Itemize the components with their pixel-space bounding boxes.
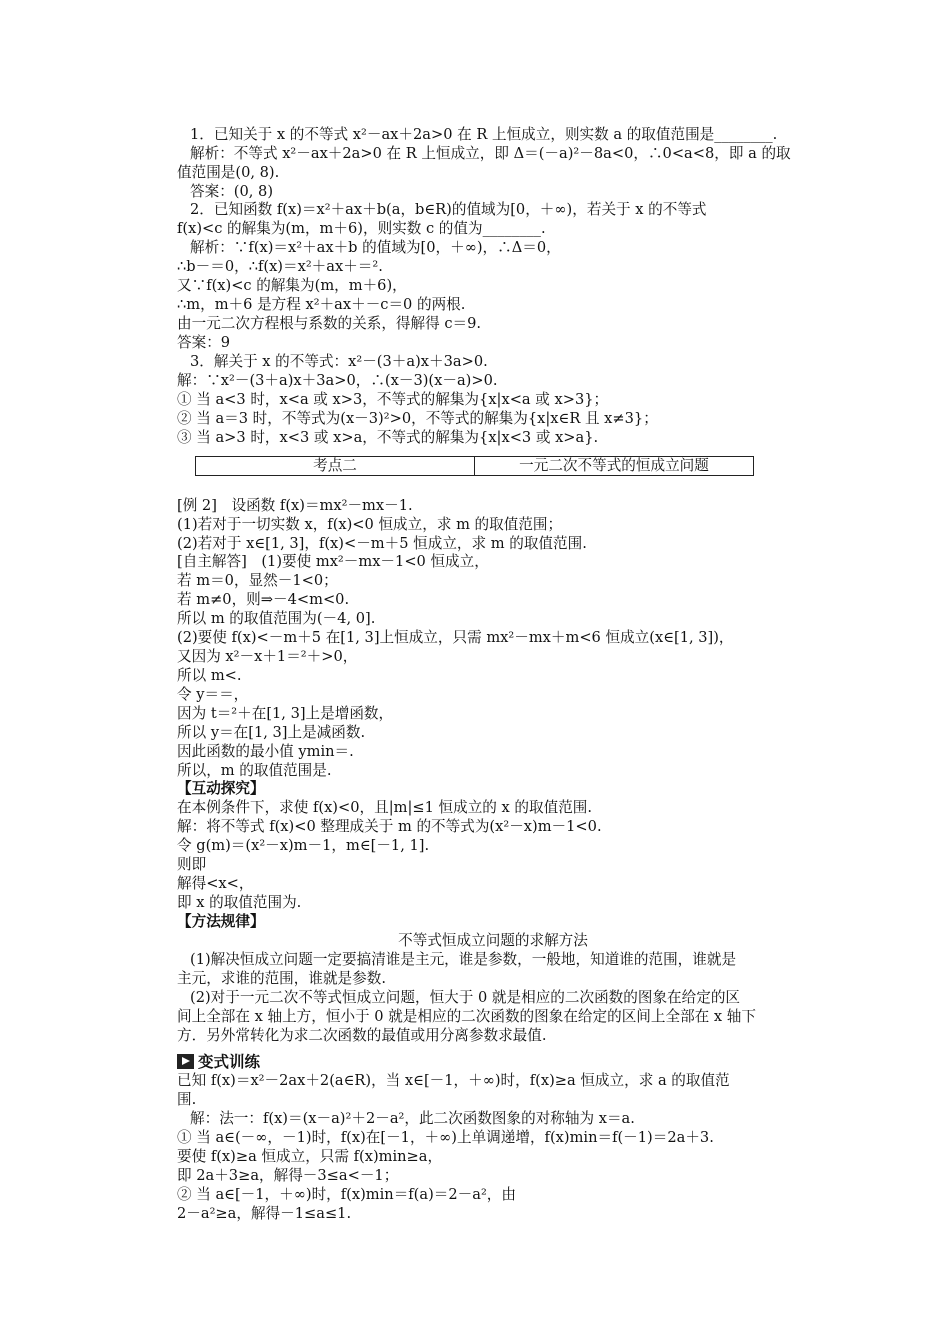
text-line: 又∵f(x)<c 的解集为(m，m＋6)， xyxy=(177,277,407,294)
text-line: ③ 当 a>3 时，x<3 或 x>a，不等式的解集为{x|x<3 或 x>a}. xyxy=(177,429,599,446)
text-line: 2－a²≥a，解得－1≤a≤1. xyxy=(177,1205,352,1222)
text-line: f(x)<c 的解集为(m，m＋6)，则实数 c 的值为________. xyxy=(177,220,546,237)
text-line: ② 当 a∈[－1，＋∞)时，f(x)min＝f(a)＝2－a²，由 xyxy=(177,1186,516,1203)
text-line: 3．解关于 x 的不等式：x²－(3＋a)x＋3a>0. xyxy=(190,353,488,370)
topic-number-cell: 考点二 xyxy=(313,457,357,474)
text-line: 令 g(m)＝(x²－x)m－1，m∈[－1, 1]. xyxy=(177,837,430,854)
text-line: 答案：9 xyxy=(177,334,231,351)
text-line: 所以 y＝在[1, 3]上是减函数. xyxy=(177,724,366,741)
text-line: 解析：∵f(x)＝x²＋ax＋b 的值域为[0，＋∞)，∴Δ＝0， xyxy=(190,239,561,256)
text-line: 解析：不等式 x²－ax＋2a>0 在 R 上恒成立，即 Δ＝(－a)²－8a<0，∴0<a<8，即 a 的取 xyxy=(190,145,791,162)
method-title: 不等式恒成立问题的求解方法 xyxy=(398,932,588,949)
text-line: 解：∵x²－(3＋a)x＋3a>0，∴(x－3)(x－a)>0. xyxy=(177,372,498,389)
text-line: 间上全部在 x 轴上方，恒小于 0 就是相应的二次函数的图象在给定的区间上全部在 x 轴下 xyxy=(177,1008,756,1025)
text-line: ① 当 a<3 时，x<a 或 x>3，不等式的解集为{x|x<a 或 x>3}； xyxy=(177,391,609,408)
text-line: 围. xyxy=(177,1091,197,1108)
text-line: 由一元二次方程根与系数的关系，得解得 c＝9. xyxy=(177,315,482,332)
variant-training-title: 变式训练 xyxy=(198,1053,261,1071)
text-line: 所以 m<. xyxy=(177,667,242,684)
text-line: 答案：(0, 8) xyxy=(190,183,274,200)
text-line: 若 m≠0，则⇒－4<m<0. xyxy=(177,591,350,608)
text-line: 主元，求谁的范围，谁就是参数. xyxy=(177,970,386,987)
text-line: 所以 m 的取值范围为(－4, 0]. xyxy=(177,610,376,627)
text-line: 已知 f(x)＝x²－2ax＋2(a∈R)，当 x∈[－1，＋∞)时，f(x)≥a 恒成立，求 a 的取值范 xyxy=(177,1072,730,1089)
text-line: 值范围是(0, 8). xyxy=(177,164,280,181)
text-line: (2)要使 f(x)<－m＋5 在[1, 3]上恒成立，只需 mx²－mx＋m<6 恒成立(x∈[1, 3])， xyxy=(177,629,734,646)
text-line: 所以，m 的取值范围是. xyxy=(177,762,332,779)
text-line: 方．另外常转化为求二次函数的最值或用分离参数求最值. xyxy=(177,1027,547,1044)
text-line: 【互动探究】 xyxy=(177,780,265,797)
text-line: (1)解决恒成立问题一定要搞清谁是主元，谁是参数，一般地，知道谁的范围，谁就是 xyxy=(190,951,737,968)
text-line: 1．已知关于 x 的不等式 x²－ax＋2a>0 在 R 上恒成立，则实数 a 的取值范围是________. xyxy=(190,126,778,143)
text-line: ∴m，m＋6 是方程 x²＋ax＋－c＝0 的两根. xyxy=(177,296,466,313)
text-line: 令 y＝＝， xyxy=(177,686,249,703)
text-line: (1)若对于一切实数 x，f(x)<0 恒成立，求 m 的取值范围； xyxy=(177,516,563,533)
text-line: [例 2] 设函数 f(x)＝mx²－mx－1. xyxy=(177,497,413,514)
variant-training-header xyxy=(177,1051,260,1071)
text-line: 解：将不等式 f(x)<0 整理成关于 m 的不等式为(x²－x)m－1<0. xyxy=(177,818,602,835)
text-line: 因此函数的最小值 ymin＝. xyxy=(177,743,354,760)
text-line: 【方法规律】 xyxy=(177,913,265,930)
text-line: 解：法一：f(x)＝(x－a)²＋2－a²，此二次函数图象的对称轴为 x＝a. xyxy=(190,1110,635,1127)
text-line: ① 当 a∈(－∞，－1)时，f(x)在[－1，＋∞)上单调递增，f(x)min＝f(－1)＝2a＋3. xyxy=(177,1129,714,1146)
text-line: 因为 t＝²＋在[1, 3]上是增函数， xyxy=(177,705,394,722)
text-line: 解得<x<， xyxy=(177,875,254,892)
text-line: ∴b－＝0，∴f(x)＝x²＋ax＋＝². xyxy=(177,258,383,275)
text-line: (2)对于一元二次不等式恒成立问题，恒大于 0 就是相应的二次函数的图象在给定的区 xyxy=(190,989,741,1006)
text-line: (2)若对于 x∈[1, 3]，f(x)<－m＋5 恒成立，求 m 的取值范围. xyxy=(177,535,587,552)
text-line: 即 2a＋3≥a，解得－3≤a<－1； xyxy=(177,1167,399,1184)
text-line: 2．已知函数 f(x)＝x²＋ax＋b(a，b∈R)的值域为[0，＋∞)，若关于 x 的不等式 xyxy=(190,201,707,218)
text-line: [自主解答] (1)要使 mx²－mx－1<0 恒成立， xyxy=(177,553,489,570)
text-line: 要使 f(x)≥a 恒成立，只需 f(x)min≥a， xyxy=(177,1148,443,1165)
text-line: 在本例条件下，求使 f(x)<0，且|m|≤1 恒成立的 x 的取值范围. xyxy=(177,799,593,816)
text-line: ② 当 a＝3 时，不等式为(x－3)²>0，不等式的解集为{x|x∈R 且 x≠3}； xyxy=(177,410,658,427)
topic-title-cell: 一元二次不等式的恒成立问题 xyxy=(474,457,753,475)
topic-table xyxy=(195,456,754,476)
text-line: 若 m＝0，显然－1<0； xyxy=(177,572,338,589)
text-line: 又因为 x²－x＋1＝²＋>0， xyxy=(177,648,358,665)
text-line: 则即 xyxy=(177,856,207,873)
play-icon xyxy=(177,1054,194,1069)
text-line: 即 x 的取值范围为. xyxy=(177,894,302,911)
